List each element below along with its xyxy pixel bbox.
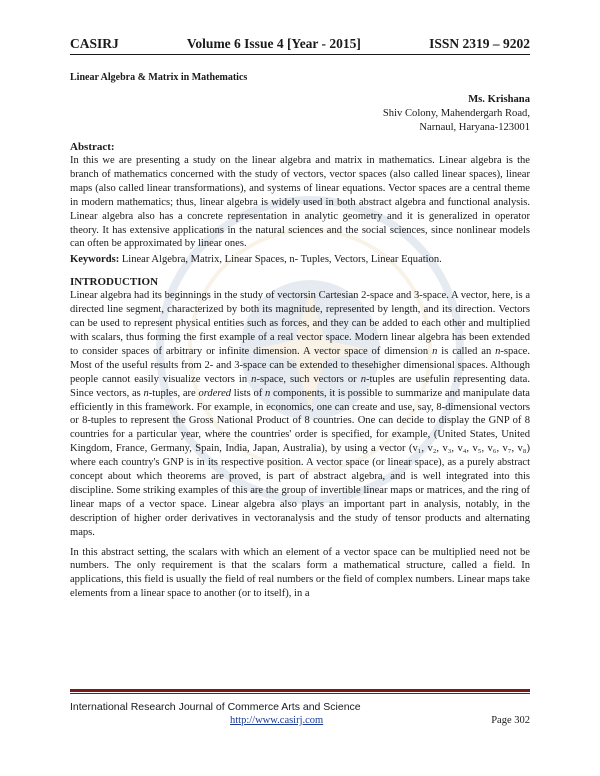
author-address-line1: Shiv Colony, Mahendergarh Road, bbox=[382, 108, 530, 119]
keywords-label: Keywords: bbox=[70, 254, 120, 266]
introduction-paragraph-2: In this abstract setting, the scalars with which an element of a vector space can be multiplied need not be numbers. The only requirement is that the scalars form a mathematical structure, called a field. In applications, this field is usually the field of real numbers or the field of complex numbers. Linear maps take elements from a linear space to another (or to itself), in a bbox=[70, 546, 530, 600]
footer-line-2 bbox=[70, 715, 530, 726]
keywords-list: Linear Algebra, Matrix, Linear Spaces, n- Tuples, Vectors, Linear Equation. bbox=[119, 254, 442, 266]
footer-rule-thick bbox=[70, 689, 530, 692]
introduction-paragraph-1: Linear algebra had its beginnings in the study of vectorsin Cartesian 2-space and 3-space. A vector, here, is a directed line segment, characterized by both its magnitude, represented by length, and its direction. Vectors can be used to represent physical entities such as forces, and they can be added to each other and multiplied with scalars, thus forming the first example of a real vector space. Modern linear algebra has been extended to consider spaces of arbitrary or infinite dimension. A vector space of dimension n is called an n-space. Most of the useful results from 2- and 3-space can be extended to thesehigher dimensional spaces. Although people cannot easily visualize vectors in n-space, such vectors or n-tuples are usefulin representing data. Since vectors, as n-tuples, are ordered lists of n components, it is possible to summarize and manipulate data efficiently in this framework. For example, in economics, one can create and use, say, 8-dimensional vectors or 8-tuples to represent the Gross National Product of 8 countries. One can decide to display the GNP of 8 countries for a particular year, where the countries' order is specified, for example, (United States, United Kingdom, France, Germany, Spain, India, Japan, Australia), by using a vector (v₁, v₂, v₃, v₄, v₅, v₆, v₇, v₈) where each country's GNP is in its respective position. A vector space (or linear space), as a purely abstract concept about which theorems are proved, is part of abstract algebra, and is well integrated into this discipline. Some striking examples of this are the group of invertible linear maps or matrices, and the ring of linear maps of a vector space. Linear algebra also plays an important part in analysis, notably, in the description of higher order derivatives in vectoranalysis and the study of tensor products and alternating maps. bbox=[70, 290, 530, 538]
author-address-line2: Narnaul, Haryana-123001 bbox=[419, 122, 530, 133]
keywords bbox=[70, 253, 530, 267]
page-body bbox=[70, 70, 530, 601]
introduction-heading: INTRODUCTION bbox=[70, 276, 159, 289]
journal-website-link[interactable]: http://www.casirj.com bbox=[230, 715, 324, 726]
author-block bbox=[70, 93, 530, 135]
running-header bbox=[70, 36, 530, 55]
author-name: Ms. Krishana bbox=[468, 94, 530, 105]
issn: ISSN 2319 – 9202 bbox=[429, 36, 530, 51]
paper-title: Linear Algebra & Matrix in Mathematics bbox=[70, 72, 248, 83]
footer-journal-name: International Research Journal of Commerce Arts and Science bbox=[70, 701, 361, 713]
abstract-text: In this we are presenting a study on the linear algebra and matrix in mathematics. Linear algebra is the branch of mathematics concerned with the study of vectors, vector spaces (also called linear spaces), linear maps (also called linear transformations), and systems of linear equations. Vector spaces are a central theme in modern mathematics; thus, linear algebra is widely used in both abstract algebra and functional analysis. Linear algebra also has a concrete representation in analytic geometry and it is generalized in operator theory. It has extensive applications in the natural sciences and the social sciences, since nonlinear models can often be approximated by linear ones. bbox=[70, 155, 530, 250]
footer-rule-thin bbox=[70, 693, 530, 694]
journal-abbrev: CASIRJ bbox=[70, 36, 119, 51]
page-footer bbox=[70, 689, 530, 726]
volume-issue: Volume 6 Issue 4 [Year - 2015] bbox=[186, 36, 361, 51]
page-number: Page 302 bbox=[491, 715, 530, 726]
abstract-heading: Abstract: bbox=[70, 141, 115, 153]
